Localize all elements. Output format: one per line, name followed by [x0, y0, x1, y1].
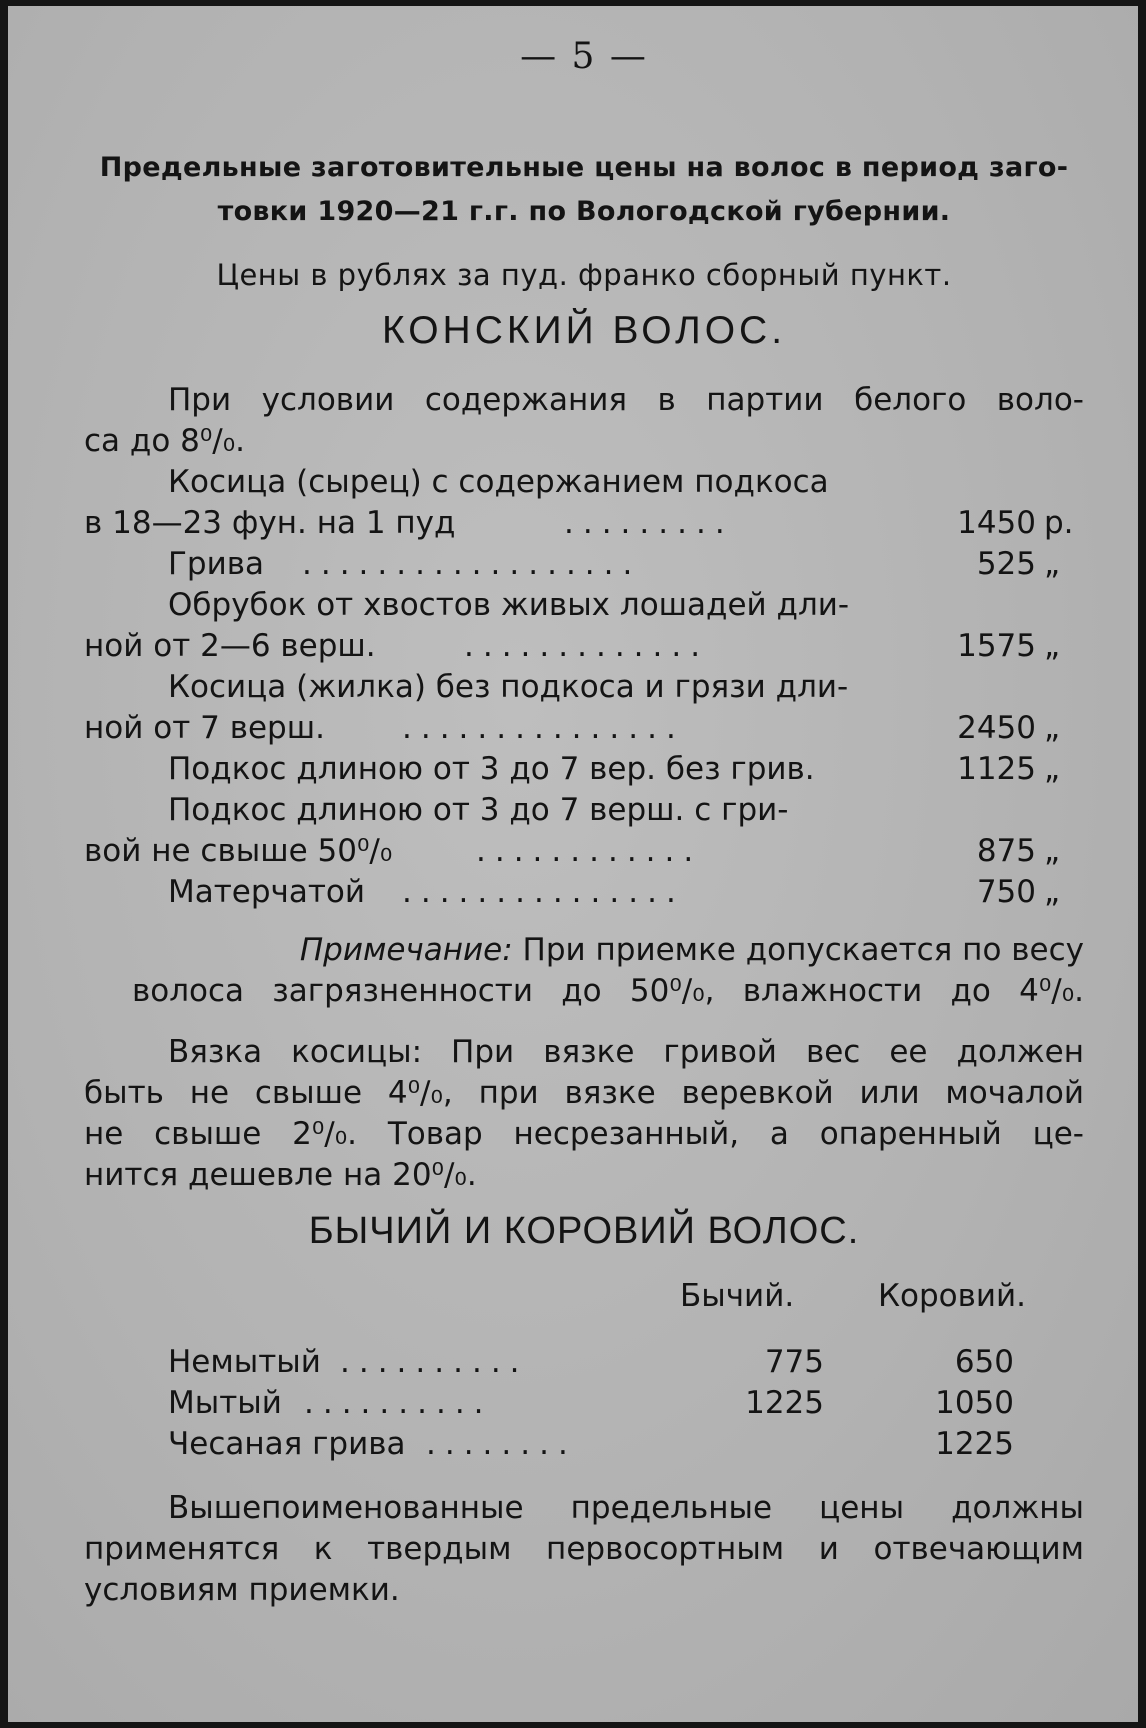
- tying-line-2: быть не свыше 4⁰/₀, при вязке веревкой или мочалой: [84, 1075, 1084, 1111]
- price-item: [84, 708, 1084, 749]
- note-text: При приемке допускается по весу: [512, 932, 1084, 968]
- intro-line-1: При условии содержания в партии белого воло-: [168, 382, 1084, 418]
- leader-dots: ...............: [402, 874, 685, 910]
- item-label: ной от 7 верш.: [84, 710, 325, 746]
- item-price: 1575: [957, 628, 1036, 664]
- bull-price: 775: [764, 1344, 824, 1380]
- leader-dots: ..........: [340, 1344, 529, 1380]
- closing-paragraph: [84, 1488, 1084, 1611]
- price-item-line: [84, 790, 1084, 831]
- row-label: Немытый: [168, 1344, 321, 1380]
- item-label: вой не свыше 50⁰/₀: [84, 833, 393, 869]
- item-label: Подкос длиною от 3 до 7 вер. без грив.: [168, 751, 815, 787]
- item-price: 2450: [957, 710, 1036, 746]
- leader-dots: ..................: [302, 546, 642, 582]
- intro-line-2: са до 8⁰/₀.: [84, 423, 246, 459]
- item-label: Обрубок от хвостов живых лошадей дли-: [168, 587, 850, 623]
- item-label: ной от 2—6 верш.: [84, 628, 376, 664]
- leader-dots: ............: [476, 833, 703, 869]
- note-line-1: [84, 930, 1084, 971]
- cattle-price-row: [84, 1424, 1084, 1465]
- leader-dots: .............: [464, 628, 710, 664]
- note-lead: Примечание:: [299, 932, 513, 968]
- item-label: Грива: [168, 546, 264, 582]
- item-unit: „: [1044, 751, 1061, 787]
- item-label: Косица (жилка) без подкоса и грязи дли-: [168, 669, 849, 705]
- item-unit: р.: [1044, 505, 1074, 541]
- item-price: 1450: [957, 505, 1036, 541]
- item-label: Косица (сырец) с содержанием подкоса: [168, 464, 829, 500]
- item-label: Подкос длиною от 3 до 7 верш. с гри-: [168, 792, 789, 828]
- cattle-price-row: [84, 1342, 1084, 1383]
- item-price: 750: [976, 874, 1036, 910]
- item-label: в 18—23 фун. на 1 пуд: [84, 505, 456, 541]
- item-unit: „: [1044, 833, 1061, 869]
- section-heading-cattle-hair: БЫЧИЙ И КОРОВИЙ ВОЛОС.: [308, 1210, 860, 1252]
- price-item-line: [84, 462, 1084, 503]
- tying-rules-paragraph: [84, 1032, 1084, 1196]
- note-line-2: волоса загрязненности до 50⁰/₀, влажности до 4⁰/₀.: [132, 973, 1084, 1009]
- bull-price: 1225: [745, 1385, 824, 1421]
- leader-dots: ..........: [304, 1385, 493, 1421]
- item-unit: „: [1044, 710, 1061, 746]
- price-item: [84, 544, 1084, 585]
- item-price: 525: [976, 546, 1036, 582]
- closing-line-3: условиям приемки.: [84, 1572, 400, 1608]
- row-label: Чесаная грива: [168, 1426, 406, 1462]
- item-unit: „: [1044, 874, 1061, 910]
- leader-dots: ...............: [402, 710, 685, 746]
- closing-line-1: Вышепоименованные предельные цены должны: [168, 1490, 1084, 1526]
- price-item: [84, 749, 1084, 790]
- row-label: Мытый: [168, 1385, 282, 1421]
- leader-dots: .........: [564, 505, 734, 541]
- column-header-bull: Бычий.: [680, 1278, 795, 1314]
- title-line-2: товки 1920—21 г.г. по Вологодской губернии.: [217, 196, 951, 227]
- cow-price: 1050: [935, 1385, 1014, 1421]
- leader-dots: ........: [426, 1426, 577, 1462]
- price-item: [84, 831, 1084, 872]
- section-heading-horse-hair: КОНСКИЙ ВОЛОС.: [381, 309, 787, 352]
- tying-line-4: нится дешевле на 20⁰/₀.: [84, 1157, 477, 1193]
- price-item-line: [84, 585, 1084, 626]
- page-number: — 5 —: [520, 36, 648, 77]
- tying-line-1: Вязка косицы: При вязке гривой вес ее должен: [168, 1034, 1084, 1070]
- document-title: [84, 146, 1084, 234]
- cow-price: 1225: [935, 1426, 1014, 1462]
- price-item: [84, 872, 1084, 913]
- item-label: Матерчатой: [168, 874, 366, 910]
- item-price: 875: [976, 833, 1036, 869]
- horse-hair-intro: [84, 380, 1084, 462]
- price-basis-subtitle: Цены в рублях за пуд. франко сборный пункт.: [216, 258, 952, 292]
- cattle-price-row: [84, 1383, 1084, 1424]
- column-header-cow: Коровий.: [878, 1278, 1027, 1314]
- item-price: 1125: [957, 751, 1036, 787]
- title-line-1: Предельные заготовительные цены на волос в период заго-: [99, 152, 1069, 183]
- tying-line-3: не свыше 2⁰/₀. Товар несрезанный, а опаренный це-: [84, 1116, 1084, 1152]
- price-item: [84, 503, 1084, 544]
- price-item-line: [84, 667, 1084, 708]
- cow-price: 650: [954, 1344, 1014, 1380]
- scanned-page: [8, 6, 1138, 1722]
- price-item: [84, 626, 1084, 667]
- closing-line-2: применятся к твердым первосортным и отвечающим: [84, 1531, 1084, 1567]
- note-block: [84, 930, 1084, 1012]
- item-unit: „: [1044, 628, 1061, 664]
- item-unit: „: [1044, 546, 1061, 582]
